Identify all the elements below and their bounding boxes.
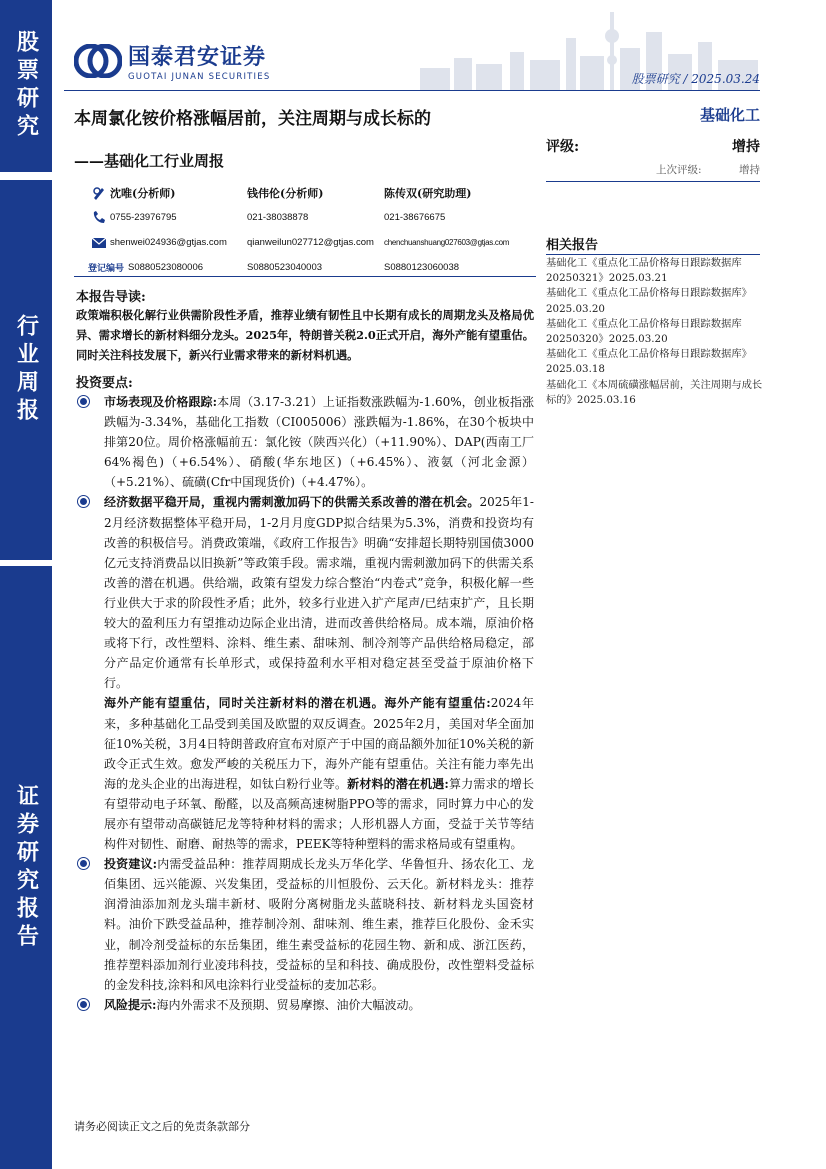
analyst-name: 钱伟伦(分析师) bbox=[247, 186, 324, 200]
analyst-email[interactable]: shenwei024936@gtjas.com bbox=[110, 237, 227, 248]
person-icon bbox=[88, 185, 110, 201]
related-report-item[interactable]: 基础化工《重点化工品价格每日跟踪数据库》2025.03.20 bbox=[546, 287, 752, 315]
industry-label: 基础化工 bbox=[699, 106, 760, 124]
related-reports-heading: 相关报告 bbox=[546, 238, 599, 253]
invest-points-list bbox=[76, 392, 534, 1015]
registration-label: 登记编号 bbox=[88, 264, 125, 274]
analyst-emails-row bbox=[88, 230, 536, 255]
report-title: 本周氯化铵价格涨幅居前，关注周期与成长标的 bbox=[74, 109, 431, 129]
invest-point-text: 2025年1-2月经济数据整体平稳开局，1-2月月度GDP拟合结果为5.3%，消费和投资均有改善的积极信号。消费政策端，《政府工作报告》明确“安排超长期特别国债3000亿元支持消费品以旧换新”等政策手段。需求端，重视内需刺激加码下的供需关系改善的潜在机遇。供给端，政策有望发力综合整治“内卷式”竞争，积极化解一些行业供大于求的阶段性矛盾；此外，较多行业进入扩产尾声/已结束扩产，且长期较大的盈利压力有望推动边际企业出清，进而改善供给格局。成本端，原油价格或将下行，改性塑料、涂料、维生素、甜味剂、制冷剂等产品供给格局稳定，部分产品定价通常有长单形式，或保持盈利水平相对稳定甚至受益于原油价格下行。 bbox=[104, 495, 534, 691]
invest-point-subheading: 新材料的潜在机遇: bbox=[347, 776, 449, 791]
invest-point bbox=[76, 392, 534, 492]
analyst-email[interactable]: chenchuanshuang027603@gtjas.com bbox=[384, 238, 510, 247]
related-report-item[interactable]: 基础化工《本周硫磺涨幅居前，关注周期与成长标的》2025.03.16 bbox=[546, 378, 763, 406]
analyst-name: 沈唯(分析师) bbox=[110, 186, 176, 200]
analyst-phone: 021-38038878 bbox=[247, 212, 309, 223]
report-subtitle: ——基础化工行业周报 bbox=[74, 152, 225, 170]
analyst-email[interactable]: qianweilun027712@gtjas.com bbox=[247, 237, 374, 248]
guide-text: 政策端积极化解行业供需阶段性矛盾，推荐业绩有韧性且中长期有成长的周期龙头及格局优异、需求增长的新材料细分龙头。2025年，特朗普关税2.0正式开启，海外产能有望重估。同时关注科技发展下，新兴行业需求带来的新材料机遇。 bbox=[76, 308, 534, 362]
email-icon bbox=[88, 236, 110, 250]
sidebar-tab-securities-report bbox=[0, 566, 52, 1169]
invest-point-heading: 海外产能有望重估，同时关注新材料的潜在机遇。海外产能有望重估: bbox=[104, 696, 491, 711]
invest-point-text: 2024年来，多种基础化工品受到美国及欧盟的双反调查。2025年2月，美国对华全面加征10%关税，3月4日特朗普政府宣布对原产于中国的商品额外加征10%关税的新政令正式生效。愈发严峻的关税压力下，海外产能有望重估。关注有能力率先出海的龙头企业的出海进程，如钛白粉行业等。 bbox=[104, 696, 535, 791]
rating-value: 增持 bbox=[732, 139, 760, 155]
related-report-item[interactable]: 基础化工《重点化工品价格每日跟踪数据库》2025.03.18 bbox=[546, 348, 752, 376]
sidebar-tab-label: 行业周报 bbox=[13, 314, 39, 426]
related-report-item[interactable]: 基础化工《重点化工品价格每日跟踪数据库20250320》2025.03.20 bbox=[546, 317, 742, 346]
analyst-registration: S0880123060038 bbox=[384, 262, 460, 273]
sidebar-tab-stock-research bbox=[0, 0, 52, 172]
invest-point-heading: 经济数据平稳开局，重视内需刺激加码下的供需关系改善的潜在机会。 bbox=[104, 495, 480, 510]
related-report-item[interactable]: 基础化工《重点化工品价格每日跟踪数据库20250321》2025.03.21 bbox=[546, 257, 742, 285]
invest-point bbox=[76, 854, 534, 995]
logo-name-cn: 国泰君安证券 bbox=[128, 45, 267, 70]
logo-icon bbox=[74, 44, 122, 78]
invest-point-text: 海内外需求不及预期、贸易摩擦、油价大幅波动。 bbox=[156, 997, 421, 1012]
invest-point bbox=[76, 693, 534, 854]
invest-point-text: 算力需求的增长有望带动电子环氧、酚醛，以及高频高速树脂PPO等的需求，同时算力中心的发展亦有望带动高碳链尼龙等特种材料的需求；人形机器人方面，受益于关节等结构件对韧性、耐磨、耐热等的需求，PEEK等特种塑料的需求格局或有望重构。 bbox=[104, 776, 534, 852]
bullet-icon bbox=[78, 396, 89, 407]
analyst-phones-row bbox=[88, 205, 536, 230]
company-logo bbox=[74, 40, 270, 82]
logo-name-en: GUOTAI JUNAN SECURITIES bbox=[128, 72, 271, 82]
related-divider bbox=[546, 254, 760, 255]
disclaimer-footer: 请务必阅读正文之后的免责条款部分 bbox=[74, 1120, 250, 1133]
invest-point-text: 本周（3.17-3.21）上证指数涨跌幅为-1.60%，创业板指涨跌幅为-3.34%，基础化工指数（CI005006）涨跌幅为-1.86%，在30个板块中排第20位。周价格涨幅前五：氯化铵（陕西兴化）（+11.90%）、DAP(西南工厂64%褐色)（+6.54%）、硝酸(华东地区)（+6.45%）、液氨（河北金源）（+5.21%）、硫磺(Cfr中国现货价)（+4.47%）。 bbox=[104, 395, 535, 490]
rating-box bbox=[546, 136, 760, 182]
invest-point-heading: 市场表现及价格跟踪: bbox=[104, 395, 218, 409]
invest-point-text: 内需受益品种：推荐周期成长龙头万华化学、华鲁恒升、扬农化工、龙佰集团、远兴能源、兴发集团，受益标的川恒股份、云天化。新材料龙头：推荐润滑油添加剂龙头瑞丰新材、吸附分离树脂龙头蓝晓科技、新材料龙头国瓷材料。油价下跌受益品种，推荐制冷剂、甜味剂、维生素，推荐巨化股份、金禾实业，制冷剂受益标的东岳集团，维生素受益标的花园生物、新和成、浙江医药，推荐塑料添加剂行业凌玮科技，受益标的呈和科技、确成股份，改性塑料受益标的金发科技,涂料和风电涂料行业受益标的麦加芯彩。 bbox=[104, 857, 534, 992]
analyst-divider bbox=[74, 276, 536, 277]
analyst-name: 陈传双(研究助理) bbox=[384, 186, 472, 200]
report-meta: 股票研究 / 2025.03.24 bbox=[631, 72, 760, 86]
prev-rating-label: 上次评级: bbox=[656, 164, 702, 176]
analyst-registration: S0880523040003 bbox=[247, 262, 323, 273]
invest-point bbox=[76, 492, 534, 693]
sidebar-tab-label: 证券研究报告 bbox=[13, 783, 39, 952]
invest-point-heading: 风险提示: bbox=[104, 997, 157, 1012]
header-divider bbox=[64, 90, 760, 91]
analyst-registration: S0880523080006 bbox=[128, 262, 204, 273]
phone-icon bbox=[88, 210, 110, 226]
rating-divider bbox=[546, 181, 760, 182]
bullet-icon bbox=[78, 496, 89, 507]
bullet-icon bbox=[78, 999, 89, 1010]
bullet-icon bbox=[78, 858, 89, 869]
guide-heading: 本报告导读: bbox=[76, 290, 146, 305]
prev-rating-value: 增持 bbox=[739, 164, 760, 176]
related-reports-list bbox=[546, 256, 766, 408]
invest-point bbox=[76, 995, 534, 1015]
invest-point-heading: 投资建议: bbox=[104, 857, 158, 872]
sidebar-tab-industry-weekly bbox=[0, 180, 52, 560]
rating-label: 评级: bbox=[546, 139, 580, 155]
analyst-table bbox=[88, 180, 536, 280]
sidebar-tab-label: 股票研究 bbox=[13, 30, 39, 142]
analyst-names-row bbox=[88, 180, 536, 205]
analyst-phone: 0755-23976795 bbox=[110, 212, 177, 223]
invest-heading: 投资要点: bbox=[76, 376, 133, 391]
analyst-phone: 021-38676675 bbox=[384, 212, 446, 223]
